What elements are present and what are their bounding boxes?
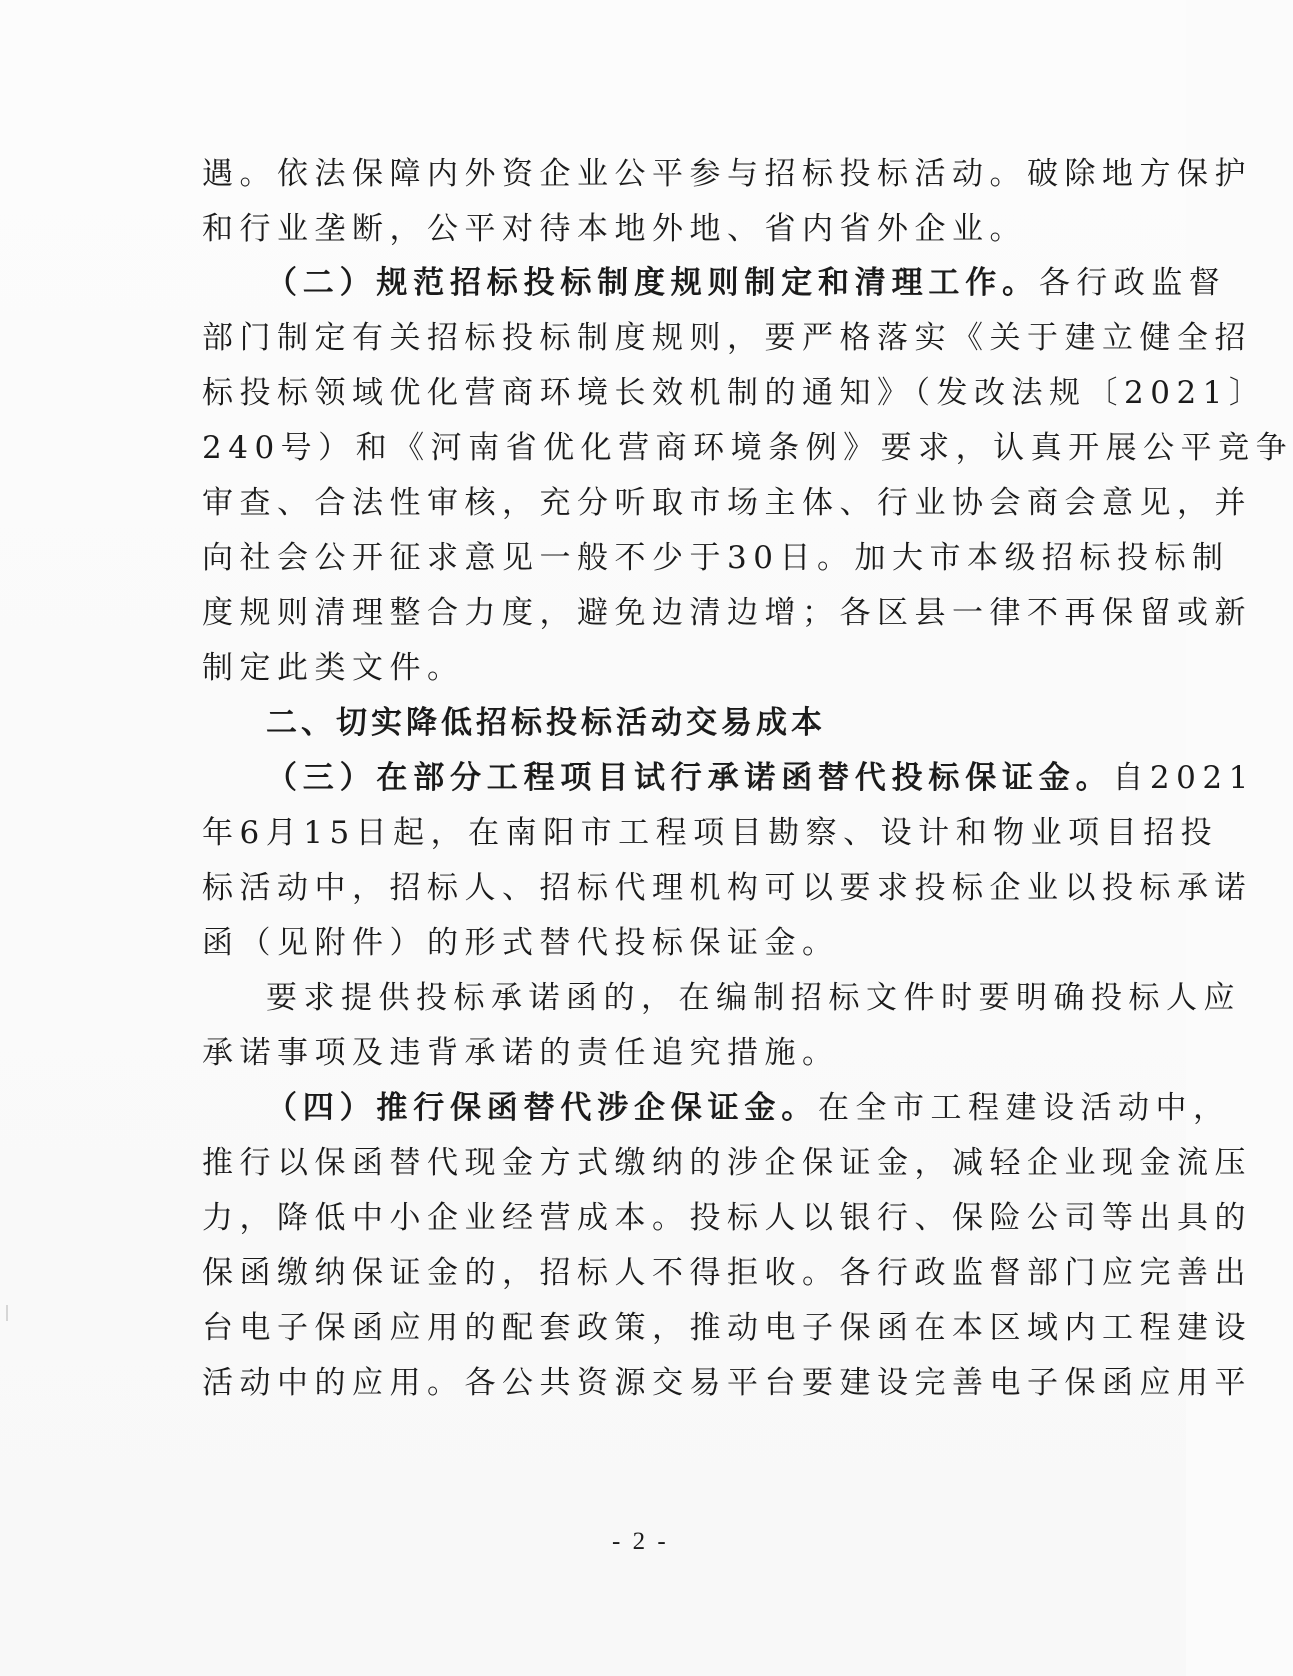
text-line-13: 标活动中，招标人、招标代理机构可以要求投标企业以投标承诺 [202,870,1252,906]
section-heading-2: 二、切实降低招标投标活动交易成本 [266,705,826,741]
text-line-8: 向社会公开征求意见一般不少于30日。加大市本级招标投标制 [202,540,1230,576]
page-number: - 2 - [612,1528,669,1555]
section-two-text-start: 各行政监督 [1038,265,1227,301]
text-line-5: 标投标领域优化营商环境长效机制的通知》（发改法规〔2021〕 [202,375,1267,411]
text-line-19: 力，降低中小企业经营成本。投标人以银行、保险公司等出具的 [202,1200,1252,1236]
scan-mark [6,1305,8,1321]
text-line-21: 台电子保函应用的配套政策，推动电子保函在本区域内工程建设 [202,1310,1252,1346]
text-line-10: 制定此类文件。 [202,650,465,686]
text-line-15: 要求提供投标承诺函的，在编制招标文件时要明确投标人应 [266,980,1241,1016]
text-line-3 [266,263,1226,303]
text-line-11 [266,758,1255,798]
text-line-6: 240号）和《河南省优化营商环境条例》要求，认真开展公平竞争 [202,430,1293,466]
text-line-18: 推行以保函替代现金方式缴纳的涉企保证金，减轻企业现金流压 [202,1145,1252,1181]
text-line-17 [266,1088,1231,1128]
text-line-4: 部门制定有关招标投标制度规则，要严格落实《关于建立健全招 [202,320,1252,356]
text-line-20: 保函缴纳保证金的，招标人不得拒收。各行政监督部门应完善出 [202,1255,1252,1291]
section-three-heading: （三）在部分工程项目试行承诺函替代投标保证金。 [266,760,1113,796]
text-line-22: 活动中的应用。各公共资源交易平台要建设完善电子保函应用平 [202,1365,1252,1401]
section-four-text-start: 在全市工程建设活动中， [818,1090,1231,1126]
text-line-9: 度规则清理整合力度，避免边清边增；各区县一律不再保留或新 [202,595,1252,631]
text-line-7: 审查、合法性审核，充分听取市场主体、行业协会商会意见，并 [202,485,1252,521]
text-line-16: 承诺事项及违背承诺的责任追究措施。 [202,1035,840,1071]
text-line-2: 和行业垄断，公平对待本地外地、省内省外企业。 [202,211,1027,247]
section-four-heading: （四）推行保函替代涉企保证金。 [266,1090,818,1126]
section-three-text-start: 自2021 [1112,760,1255,796]
text-line-1: 遇。依法保障内外资企业公平参与招标投标活动。破除地方保护 [202,156,1252,192]
text-line-14: 函（见附件）的形式替代投标保证金。 [202,925,840,961]
section-two-heading: （二）规范招标投标制度规则制定和清理工作。 [266,265,1039,301]
text-line-12: 年6月15日起，在南阳市工程项目勘察、设计和物业项目招投 [202,815,1219,851]
